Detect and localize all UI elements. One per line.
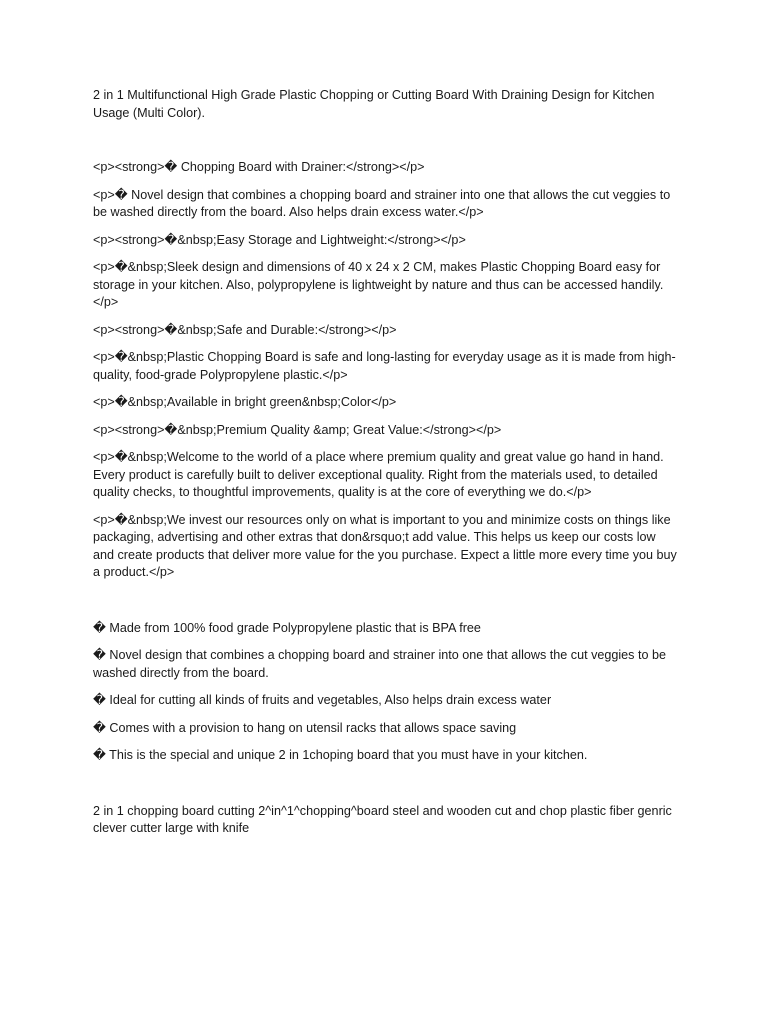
bullet-item: � This is the special and unique 2 in 1choping board that you must have in your kitchen.	[93, 748, 588, 762]
html-line: <p><strong>�&nbsp;Premium Quality &amp; Great Value:</strong></p>	[93, 422, 502, 437]
keywords-paragraph: 2 in 1 chopping board cutting 2^in^1^chopping^board steel and wooden cut and chop plastic fiber genric clever cutter large with knife	[93, 803, 672, 835]
html-line: <p>�&nbsp;Welcome to the world of a place where premium quality and great value go hand in hand. Every product is carefully built to deliver exceptional quality. Right from the materials used, to detailed quality checks, to thoughtful improvements, quality is at the core of everything we do.</p>	[93, 450, 664, 499]
html-line: <p>�&nbsp;Plastic Chopping Board is safe and long-lasting for everyday usage as it is made from high-quality, food-grade Polypropylene plastic.</p>	[93, 350, 676, 382]
html-line: <p><strong>� Chopping Board with Drainer:</strong></p>	[93, 160, 425, 174]
bullet-item: � Made from 100% food grade Polypropylene plastic that is BPA free	[93, 620, 481, 635]
document-title: 2 in 1 Multifunctional High Grade Plastic Chopping or Cutting Board With Draining Design for Kitchen Usage (Multi Color).	[93, 88, 655, 120]
html-line: <p>�&nbsp;Sleek design and dimensions of 40 x 24 x 2 CM, makes Plastic Chopping Board easy for storage in your kitchen. Also, polypropylene is lightweight by nature and thus can be accessed handily.</p>	[93, 260, 664, 309]
html-line: <p>� Novel design that combines a chopping board and strainer into one that allows the cut veggies to be washed directly from the board. Also helps drain excess water.</p>	[93, 187, 671, 219]
html-line: <p>�&nbsp;Available in bright green&nbsp;Color</p>	[93, 395, 397, 409]
html-line: <p>�&nbsp;We invest our resources only on what is important to you and minimize costs on things like packaging, advertising and other extras that don&rsquo;t add value. This helps us keep our costs low and create products that deliver more value for the you purchase. Expect a little more every time you buy a product.</p>	[93, 512, 677, 579]
bullet-item: � Novel design that combines a chopping board and strainer into one that allows the cut veggies to be washed directly from the board.	[93, 648, 666, 680]
document-page	[93, 87, 678, 838]
html-description-block	[93, 159, 678, 582]
html-line: <p><strong>�&nbsp;Easy Storage and Lightweight:</strong></p>	[93, 232, 466, 247]
bullet-item: � Comes with a provision to hang on utensil racks that allows space saving	[93, 720, 517, 735]
bullet-list	[93, 620, 678, 765]
bullet-item: � Ideal for cutting all kinds of fruits and vegetables, Also helps drain excess water	[93, 693, 552, 707]
html-line: <p><strong>�&nbsp;Safe and Durable:</strong></p>	[93, 322, 397, 337]
